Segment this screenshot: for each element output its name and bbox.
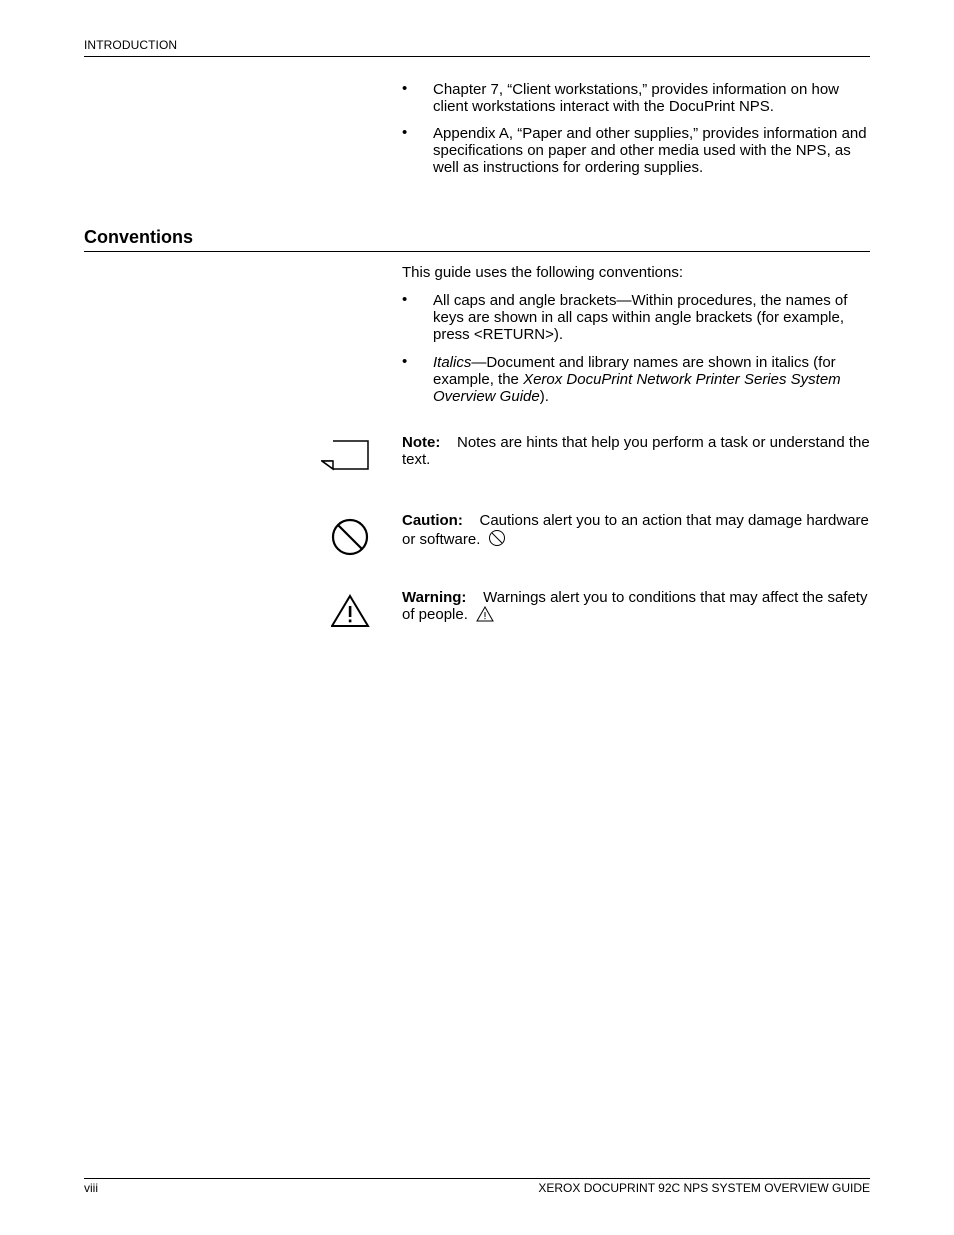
list-item-text: Appendix A, “Paper and other supplies,” provides information and specifications on paper and other media used with the NPS, as well as instructions for ordering supplies. [433, 125, 867, 176]
caution-notice [402, 512, 870, 548]
warning-label: Warning: [402, 589, 467, 606]
conventions-intro: This guide uses the following conventions: [402, 264, 684, 281]
header-rule [84, 56, 870, 57]
list-item-text: All caps and angle brackets—Within procedures, the names of keys are shown in all caps within angle brackets (for example, press <RETURN>). [433, 292, 848, 343]
warning-notice [402, 589, 870, 623]
bullet-icon: • [402, 80, 408, 97]
page-number: viii [84, 1181, 98, 1195]
prohibited-circle-icon [331, 518, 369, 556]
prohibited-circle-icon [488, 529, 506, 547]
italic-term: Italics [433, 354, 472, 371]
warning-triangle-icon [331, 594, 371, 628]
list-item-text-part: —Document and library names are shown in italics (for example, the [433, 354, 836, 388]
section-rule [84, 251, 870, 252]
warning-triangle-icon [476, 606, 494, 622]
italic-title: Xerox DocuPrint Network Printer Series System Overview Guide [433, 371, 841, 405]
section-heading: Conventions [84, 227, 194, 247]
note-label: Note: [402, 434, 441, 451]
running-header: INTRODUCTION [84, 38, 178, 52]
footer-guide-title: XEROX DOCUPRINT 92C NPS SYSTEM OVERVIEW GUIDE [538, 1181, 870, 1195]
note-notice [402, 434, 870, 468]
bullet-icon: • [402, 291, 408, 308]
list-item-text: Chapter 7, “Client workstations,” provides information on how client workstations interact with the DocuPrint NPS. [433, 81, 840, 115]
warning-text: Warnings alert you to conditions that may affect the safety of people. [402, 589, 868, 623]
list-item-text-part: ). [539, 388, 549, 405]
caution-text: Cautions alert you to an action that may damage hardware or software. [402, 512, 869, 548]
caution-label: Caution: [402, 512, 463, 529]
list-item-text [433, 354, 870, 405]
footer-rule [84, 1178, 870, 1179]
bullet-icon: • [402, 353, 408, 370]
bullet-icon: • [402, 124, 408, 141]
note-text: Notes are hints that help you perform a task or understand the text. [402, 434, 870, 468]
note-page-icon [321, 439, 371, 473]
